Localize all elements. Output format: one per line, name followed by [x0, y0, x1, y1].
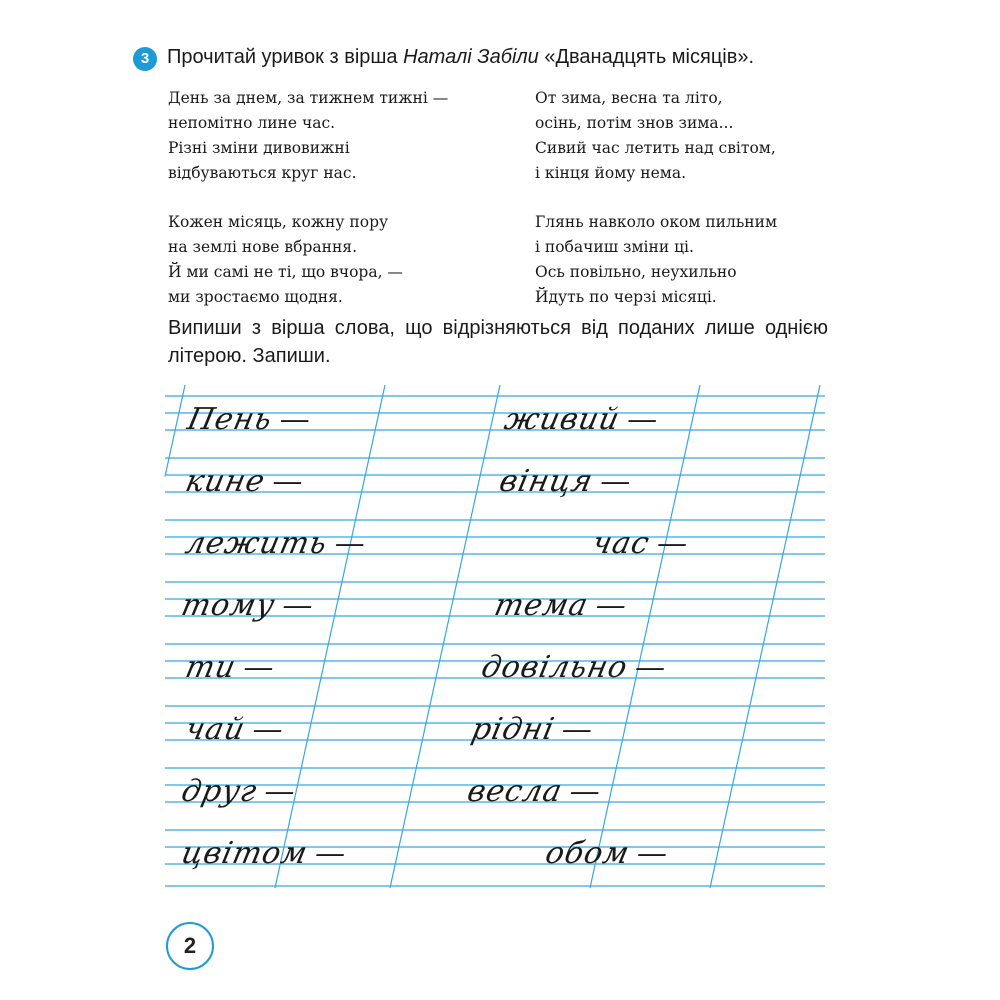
- poem-line: ми зростаємо щодня.: [168, 288, 343, 306]
- poem-line: От зима, весна та літо,: [535, 89, 723, 107]
- poem-line: Глянь навколо оком пильним: [535, 213, 778, 231]
- poem-title: «Дванадцять місяців».: [538, 46, 755, 68]
- handwritten-word: Пень: [184, 402, 276, 437]
- handwritten-word-left: [184, 402, 314, 437]
- slant-line: [590, 385, 700, 888]
- answer-dash: —: [249, 712, 288, 747]
- answer-dash: —: [261, 774, 300, 809]
- handwritten-word-right: [501, 402, 662, 437]
- handwritten-word-right: [542, 836, 672, 871]
- poem-line: відбуваються круг нас.: [168, 164, 357, 182]
- handwritten-word-left: [182, 712, 287, 747]
- answer-dash: —: [633, 836, 673, 871]
- answer-dash: —: [623, 402, 663, 437]
- task-number-badge: 3: [133, 47, 157, 71]
- handwritten-word: ти: [182, 650, 240, 685]
- slant-line: [165, 385, 185, 476]
- handwritten-word: тому: [178, 588, 279, 623]
- handwritten-word: вінця: [496, 464, 597, 499]
- handwritten-word: друг: [178, 774, 261, 809]
- answer-dash: —: [592, 588, 631, 623]
- poem-line: і побачиш зміни ці.: [535, 238, 694, 256]
- handwritten-word: живий: [501, 402, 624, 437]
- handwritten-word: обом: [542, 836, 634, 871]
- handwritten-word: цвітом: [178, 836, 312, 871]
- answer-dash: —: [279, 588, 318, 623]
- poem-line: Й ми самі не ті, що вчора, —: [168, 263, 403, 281]
- slant-line: [710, 385, 820, 888]
- answer-dash: —: [596, 464, 636, 499]
- handwritten-word-left: [178, 836, 350, 871]
- poem-author: Наталі Забіли: [403, 46, 539, 68]
- handwritten-word-right: [478, 650, 670, 685]
- answer-dash: —: [331, 526, 370, 561]
- answer-dash: —: [566, 774, 605, 809]
- slant-line: [390, 385, 500, 888]
- answer-dash: —: [653, 526, 693, 561]
- handwritten-word-right: [589, 526, 692, 561]
- handwritten-word-left: [182, 650, 278, 685]
- answer-dash: —: [311, 836, 351, 871]
- handwritten-word: весла: [464, 774, 566, 809]
- handwritten-word-right: [496, 464, 635, 499]
- handwritten-word: час: [589, 526, 654, 561]
- answer-dash: —: [276, 402, 315, 437]
- page-number: 2: [166, 922, 214, 970]
- handwritten-word: довільно: [478, 650, 632, 685]
- handwritten-word-right: [468, 712, 597, 747]
- handwritten-word-left: [182, 526, 370, 561]
- poem-line: Сивий час летить над світом,: [535, 139, 776, 157]
- poem-line: непомітно лине час.: [168, 114, 336, 132]
- poem-line: Кожен місяць, кожну пору: [168, 213, 389, 231]
- handwritten-word-right: [491, 588, 630, 623]
- answer-dash: —: [558, 712, 597, 747]
- handwritten-word: чай: [182, 712, 249, 747]
- poem-line: Ось повільно, неухильно: [535, 263, 737, 281]
- poem-line: і кінця йому нема.: [535, 164, 687, 182]
- poem-line: День за днем, за тижнем тижні —: [168, 89, 449, 107]
- handwritten-word-left: [178, 588, 317, 623]
- handwritten-word-right: [464, 774, 604, 809]
- handwritten-word: кине: [182, 464, 269, 499]
- poem-line: на землі нове вбрання.: [168, 238, 357, 256]
- poem-line: Різні зміни дивовижні: [168, 139, 350, 157]
- answer-dash: —: [631, 650, 671, 685]
- answer-dash: —: [269, 464, 308, 499]
- poem-line: Йдуть по черзі місяці.: [535, 288, 717, 306]
- handwritten-word-left: [182, 464, 307, 499]
- exercise-instruction: Випиши з вірша слова, що відрізняються від поданих лише однією літерою. Запиши.: [168, 317, 828, 367]
- poem-line: осінь, потім знов зима...: [535, 114, 734, 132]
- handwritten-word: лежить: [182, 526, 331, 561]
- handwritten-word-left: [178, 774, 299, 809]
- task-intro: Прочитай уривок з вірша: [167, 46, 404, 68]
- answer-dash: —: [240, 650, 279, 685]
- slant-line: [275, 385, 385, 888]
- handwritten-word: тема: [491, 588, 592, 623]
- handwritten-word: рідні: [468, 712, 558, 747]
